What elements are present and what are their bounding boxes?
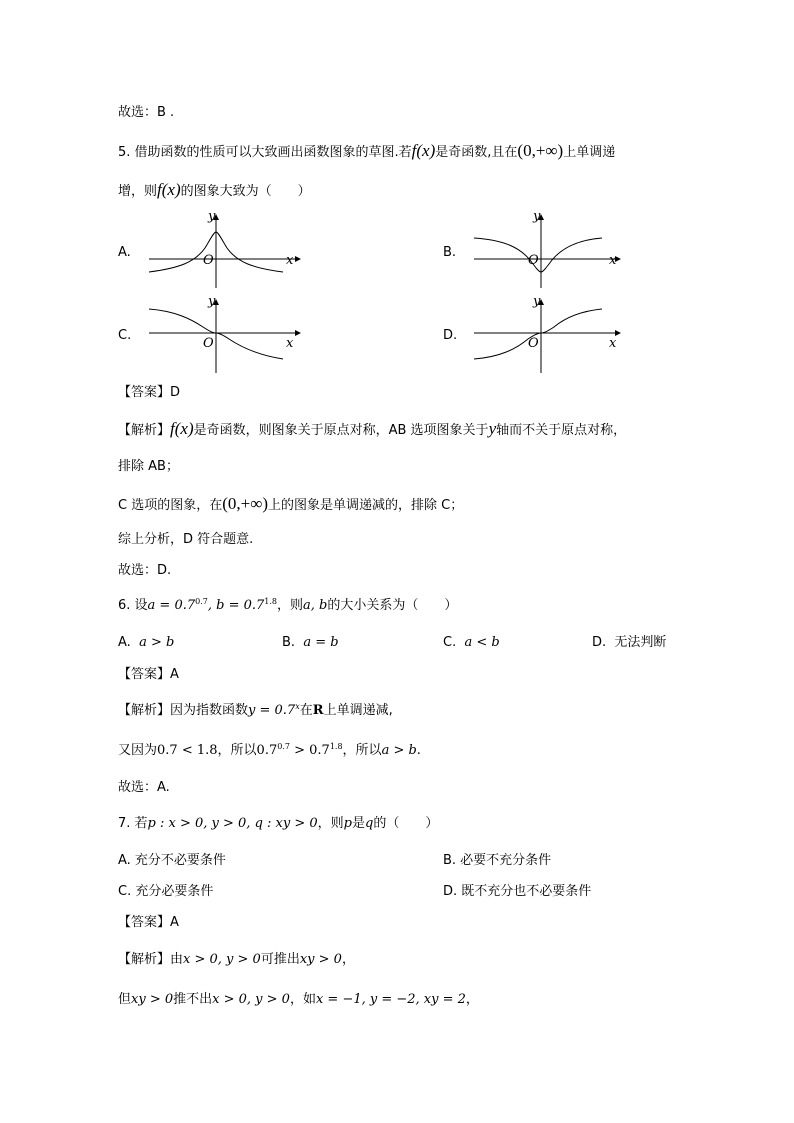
q5-analysis-interval: (0,+∞) [222, 494, 268, 513]
q6-analysis-label: 【解析】 [118, 703, 171, 718]
q5-analysis-line2: 排除 AB； [118, 459, 179, 474]
q6-expr-a: a = 0.7 [147, 598, 196, 613]
q5-analysis-text4a: C 选项的图象，在 [118, 498, 223, 513]
q6-analysis-text2a: 又因为 [118, 743, 158, 758]
q5-analysis-line1 [118, 420, 626, 440]
q5-interval: (0,+∞) [517, 141, 564, 160]
q6-option-a-label: A. [118, 635, 131, 650]
q6-analysis-result: a > b [381, 743, 417, 758]
q7-analysis-cond1: x > 0, y > 0 [183, 952, 261, 967]
q7-p: p [343, 816, 352, 831]
q6-conclusion: 故选：A. [118, 780, 170, 795]
q5-graph-a-origin-label: O [203, 253, 214, 268]
q7-q: q [365, 816, 374, 831]
q6-stem [118, 597, 457, 615]
q5-graph-d-x-label: x [609, 336, 617, 351]
q6-analysis-text2c: ，所以 [217, 743, 257, 758]
q6-analysis-line2 [118, 742, 421, 760]
q6-exp-b: 1.8 [264, 597, 278, 606]
q5-graph-c-origin-label: O [203, 336, 214, 351]
q6-analysis-line1 [118, 702, 393, 720]
q5-graph-b-origin-label: O [528, 253, 539, 268]
q5-graph-d-y-label: y [533, 294, 541, 309]
q5-graph-d [470, 295, 630, 375]
q5-graph-c [145, 295, 305, 375]
q7-option-c: C. 充分必要条件 [118, 884, 214, 899]
q5-graph-a [145, 210, 305, 290]
curve [474, 309, 602, 359]
q5-analysis-text1: 是奇函数，则图象关于原点对称，AB 选项图象关于 [193, 423, 489, 438]
q6-analysis-text1a: 因为指数函数 [170, 703, 249, 718]
q5-graph-b-y-label: y [533, 209, 541, 224]
q5-stem-part4: 增，则 [118, 184, 158, 199]
q6-analysis-base2: > 0.7 [289, 743, 330, 758]
q5-option-d-label: D. [443, 328, 458, 343]
q5-graph-a-x-label: x [286, 253, 294, 268]
q5-graph-c-x-label: x [286, 336, 294, 351]
q6-answer: 【答案】A [118, 667, 179, 682]
q6-option-d [592, 634, 666, 652]
q5-graph-d-origin-label: O [528, 336, 539, 351]
q5-fx-2: f(x) [157, 180, 181, 199]
q6-analysis-text2h: ，所以 [342, 743, 382, 758]
q5-stem-part1: 5. 借助函数的性质可以大致画出函数图象的草图.若 [118, 145, 412, 160]
q6-expr-b: , b = 0.7 [207, 598, 265, 613]
q7-analysis-cond2: xy > 0 [299, 952, 342, 967]
q6-ab: a, b [303, 598, 328, 613]
q7-analysis-cond4: x > 0, y > 0 [212, 992, 290, 1007]
q5-graph-c-y-label: y [208, 294, 216, 309]
q7-stem-part3: 是 [352, 816, 366, 831]
q5-analysis-y: y [488, 419, 497, 438]
q7-stem-part4: 的（ ） [373, 816, 439, 831]
q5-option-a-label: A. [118, 245, 131, 260]
q6-exp-a: 0.7 [195, 597, 208, 606]
q6-option-a [118, 634, 174, 652]
q4-conclusion: 故选：B . [118, 105, 175, 120]
q6-analysis-exp2: 1.8 [329, 742, 343, 751]
q6-analysis-func-exp: x [295, 702, 300, 711]
q6-analysis-text2j: . [416, 743, 421, 758]
q6-stem-part1: 6. 设 [118, 598, 148, 613]
q6-option-c-label: C. [443, 635, 457, 650]
q7-analysis-text2e: ，如 [289, 992, 316, 1007]
q7-stem [118, 815, 438, 833]
q6-option-d-text: 无法判断 [614, 635, 667, 650]
q6-analysis-text1d: 上单调递减, [323, 703, 393, 718]
q6-option-c-text: a < b [464, 635, 500, 650]
q5-option-c-label: C. [118, 328, 132, 343]
q5-graph-a-y-label: y [208, 209, 216, 224]
q5-analysis-fx: f(x) [170, 419, 194, 438]
q5-analysis-line4: 综上分析，D 符合题意. [118, 532, 254, 547]
q7-stem-part2: ，则 [317, 816, 344, 831]
q7-option-a: A. 充分不必要条件 [118, 853, 226, 868]
q7-option-d: D. 既不充分也不必要条件 [443, 884, 592, 899]
q6-analysis-ineq: 0.7 < 1.8 [157, 743, 218, 758]
q6-analysis-base1: 0.7 [256, 743, 278, 758]
q7-analysis-text2a: 但 [118, 992, 132, 1007]
q6-option-c [443, 634, 500, 652]
q5-stem-line2 [118, 181, 311, 201]
q5-option-b-label: B. [443, 245, 457, 260]
q7-analysis-text1c: 可推出 [260, 952, 300, 967]
q6-stem-part3: 的大小关系为（ ） [327, 598, 458, 613]
q5-conclusion: 故选：D. [118, 563, 172, 578]
q6-stem-part2: ，则 [277, 598, 304, 613]
q7-analysis-line1 [118, 951, 355, 969]
q5-analysis-text2: 轴而不关于原点对称， [496, 423, 627, 438]
q5-stem-part2: 是奇函数,且在 [435, 145, 518, 160]
q5-stem-part3: 上单调递 [563, 145, 616, 160]
q5-analysis-label: 【解析】 [118, 423, 171, 438]
q7-option-b: B. 必要不充分条件 [443, 853, 552, 868]
x-axis-arrow [295, 256, 301, 262]
q7-analysis-cond3: xy > 0 [131, 992, 174, 1007]
q7-analysis-example: x = −1, y = −2, xy = 2 [315, 992, 466, 1007]
q5-fx: f(x) [411, 141, 436, 160]
q5-analysis-text4b: 上的图象是单调递减的，排除 C； [268, 498, 464, 513]
q7-stem-part1: 7. 若 [118, 816, 148, 831]
q6-option-b-label: B. [282, 635, 296, 650]
q5-stem-part5: 的图象大致为（ ） [180, 184, 311, 199]
q7-analysis-label: 【解析】 [118, 952, 171, 967]
q7-analysis-text1a: 由 [170, 952, 184, 967]
q5-stem-line1 [118, 142, 615, 162]
q5-graph-b-x-label: x [609, 253, 617, 268]
x-axis-arrow [295, 330, 301, 336]
q6-option-d-label: D. [592, 635, 607, 650]
q5-answer: 【答案】D [118, 385, 181, 400]
q7-analysis-text1e: ， [341, 952, 355, 967]
q7-answer: 【答案】A [118, 915, 179, 930]
q5-analysis-line3 [118, 495, 463, 515]
q6-analysis-R: R [312, 703, 324, 718]
q5-graph-b [470, 210, 630, 290]
q6-analysis-func: y = 0.7 [248, 703, 296, 718]
q6-analysis-exp1: 0.7 [277, 742, 290, 751]
q7-analysis-text2c: 推不出 [173, 992, 213, 1007]
q6-option-b-text: a = b [303, 635, 339, 650]
q7-analysis-line2 [118, 991, 479, 1009]
q6-option-a-text: a > b [139, 635, 175, 650]
q6-analysis-text1c: 在 [299, 703, 313, 718]
q7-analysis-text2g: ， [465, 992, 479, 1007]
q6-option-b [282, 634, 339, 652]
q7-stem-cond: p : x > 0, y > 0, q : xy > 0 [147, 816, 318, 831]
